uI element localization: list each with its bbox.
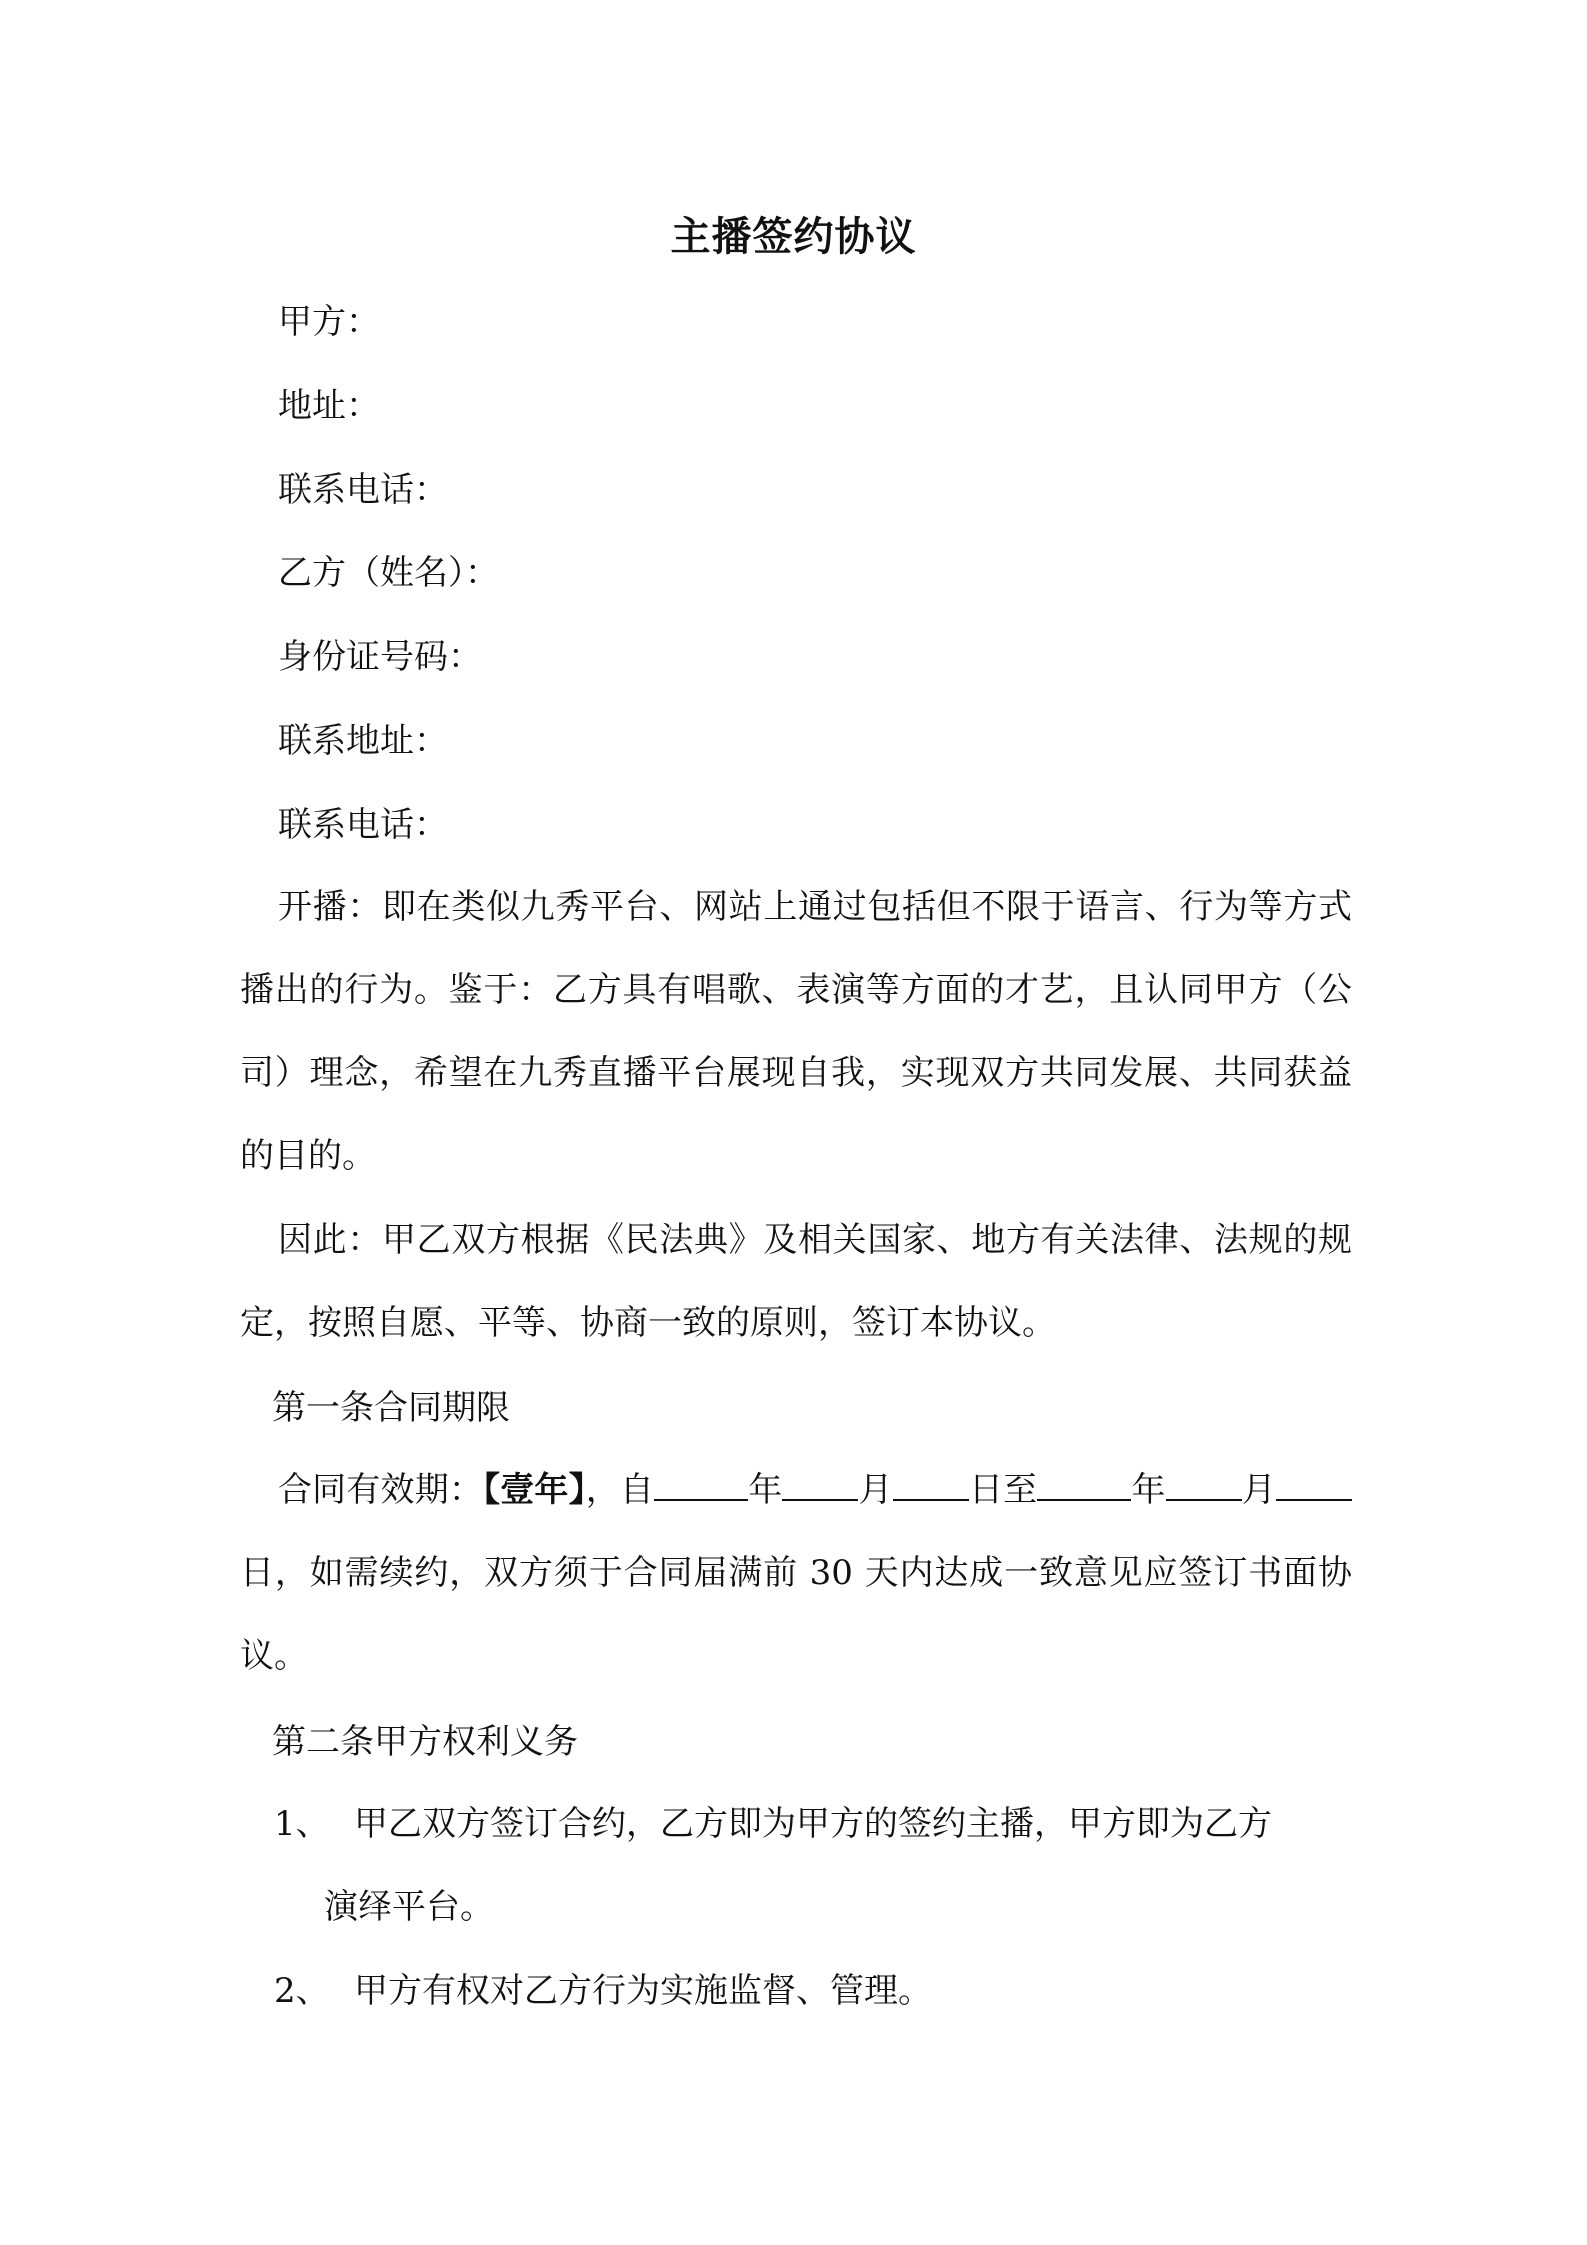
contract-term-paragraph xyxy=(240,1449,1352,1698)
list-item xyxy=(274,1950,1352,2033)
phone-field-b: 联系电话： xyxy=(278,805,448,845)
term-duration: 【壹年】 xyxy=(483,1470,586,1510)
document-title: 主播签约协议 xyxy=(670,213,917,260)
month-label: 月 xyxy=(858,1470,893,1510)
start-month-blank[interactable] xyxy=(782,1469,858,1501)
intro-paragraph: 开播：即在类似九秀平台、网站上通过包括但不限于语言、行为等方式播出的行为。鉴于：乙方具有唱歌、表演等方面的才艺，且认同甲方（公司）理念，希望在九秀直播平台展现自我，实现双方共同发展、共同获益的目的。 xyxy=(240,887,1352,1176)
year-label: 年 xyxy=(748,1470,783,1510)
list-text: 甲方有权对乙方行为实施监督、管理。 xyxy=(354,1971,932,2011)
article-1-heading: 第一条合同期限 xyxy=(272,1388,510,1428)
end-day-label: 日 xyxy=(240,1553,275,1593)
end-month-label: 月 xyxy=(1241,1470,1277,1510)
end-year-label: 年 xyxy=(1131,1470,1166,1510)
term-from: ，自 xyxy=(585,1470,655,1510)
id-number-field: 身份证号码： xyxy=(278,637,482,677)
start-day-blank[interactable] xyxy=(893,1469,969,1501)
list-number: 1、 xyxy=(274,1804,330,1844)
list-item xyxy=(274,1783,1352,1949)
term-rest: ，如需续约，双方须于合同届满前 30 天内达成一致意见应签订书面协议。 xyxy=(240,1553,1352,1676)
party-b-name-field: 乙方（姓名）： xyxy=(278,553,499,593)
end-month-blank[interactable] xyxy=(1166,1469,1242,1501)
day-to-label: 日至 xyxy=(968,1470,1038,1510)
list-text: 甲乙双方签订合约，乙方即为甲方的签约主播，甲方即为乙方 xyxy=(354,1804,1272,1844)
list-text-continued: 演绎平台。 xyxy=(324,1887,494,1927)
article-2-heading: 第二条甲方权利义务 xyxy=(272,1722,578,1762)
list-number: 2、 xyxy=(274,1971,330,2011)
start-year-blank[interactable] xyxy=(654,1469,748,1501)
basis-paragraph: 因此：甲乙双方根据《民法典》及相关国家、地方有关法律、法规的规定，按照自愿、平等、协商一致的原则，签订本协议。 xyxy=(240,1220,1352,1343)
contact-address-field: 联系地址： xyxy=(278,721,448,761)
address-field: 地址： xyxy=(278,386,380,426)
party-a-field: 甲方： xyxy=(278,302,380,342)
phone-field-a: 联系电话： xyxy=(278,470,448,510)
end-day-blank[interactable] xyxy=(1276,1469,1352,1501)
end-year-blank[interactable] xyxy=(1037,1469,1131,1501)
term-prefix: 合同有效期： xyxy=(278,1470,484,1510)
